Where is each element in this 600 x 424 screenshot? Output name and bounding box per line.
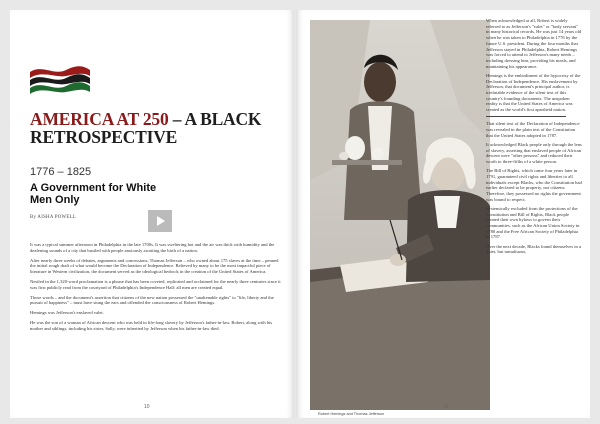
years-label: 1776 – 1825 — [30, 166, 92, 178]
headline-accent: AMERICA AT 250 — [30, 109, 169, 129]
hemings-jefferson-illustration — [310, 20, 490, 410]
left-page — [10, 10, 294, 418]
paragraph: It acknowledged Black people only through the lens of slavery, asserting that enslaved people of African descent were "other persons" and reduced their worth to three-fifths of a white person. — [486, 141, 582, 164]
paragraph: When acknowledged at all, Robert is widely referred to as Jefferson's "valet" or "body servant" in many historical records. He was just 14 years old when he was taken to Philadelphia in 1776 by the future U.S. president. During the four months that Jefferson stayed in Philadelphia, Robert Hemings was forced to attend to Jefferson's many needs – including dressing him, providing his meals, and maintaining his appearance. — [486, 18, 582, 69]
play-button[interactable] — [148, 210, 172, 232]
play-icon — [157, 216, 165, 226]
headline-rest: – A BLACK RETROSPECTIVE — [30, 109, 262, 147]
paragraph: Over the next decade, Blacks found themselves in a quiet, but tumultuous, — [486, 243, 582, 255]
right-article-body — [486, 18, 582, 259]
paragraph: Hemings was Jefferson's enslaved valet. — [30, 310, 104, 316]
paragraph: It was a typical summer afternoon in Philadelphia in the late 1700s. It was sweltering hot and the air was thick with humidity and the deafening sounds of a city that bustled with people anxiously awaiting the birth of a nation. — [30, 242, 275, 253]
paragraph: Hemings is the embodiment of the hypocrisy of the Declaration of Independence. His enslavement by Jefferson, that document's principal author, is irrefutable evidence of the silent text of this country's founding documents. The unspoken reality is that the United States of America was created as the world's first apartheid nation. — [486, 72, 581, 113]
article-subtitle: A Government for White Men Only — [30, 182, 157, 206]
paragraph: That silent text of the Declaration of Independence was revealed in the plain text of the Constitution that the United States adopted in 1787. — [486, 121, 580, 138]
paragraph: Those words – and the document's assertion that citizens of the new nation possessed the "unalienable rights" to "life, liberty and the pursuit of happiness" – must have stung the ears and offended the consciousness of Robert Hemings. — [30, 294, 274, 306]
headline — [30, 110, 285, 146]
illustration-caption: Robert Hemings and Thomas Jefferson — [318, 412, 385, 416]
right-page — [296, 10, 590, 418]
paragraph: After nearly three weeks of debates, arguments and concessions, Thomas Jefferson – who owned about 175 slaves at the time – penned the initial rough draft of what would become the Declaration of Independence. Believed by many to be the most impactful piece of literature in Western civilization, the document served as the ideological bedrock in the creation of the United States of America. — [30, 257, 279, 275]
pan-african-flag-icon — [28, 62, 92, 102]
byline: By AISHA POWELL — [30, 215, 77, 220]
paragraph: The Bill of Rights, which came four years later in 1791, guaranteed civil rights and liberties to all individuals except Blacks, who the Constitution had earlier declared to be property, not citizens. Therefore, they possessed no rights the government was bound to respect. — [486, 168, 582, 202]
paragraph: Systemically excluded from the protections of the Constitution and Bill of Rights, Black people created their own bylaws to govern their communities, such as the African Union Society in 1780 and the Free African Society of Philadelphia in 1787. — [486, 205, 580, 240]
paragraph: He was the son of a woman of African descent who was held in life-long slavery by Jefferson's father-in-law. Robert, along with his mother and siblings, including his sister, Sally, were inherited by Jefferson when his father-in-law died. — [30, 319, 273, 331]
section-divider — [486, 116, 566, 117]
page-number-right: 11 — [444, 404, 450, 410]
paragraph: Nestled in the 1,320-word proclamation is a phrase that has been coveted, replicated and acclaimed for the nearly three centuries since it was first publicly read from the courtyard of Philadelphia's Independence Hall: all men are created equal. — [30, 278, 281, 290]
left-article-body — [30, 242, 282, 336]
page-number-left: 10 — [144, 404, 150, 410]
